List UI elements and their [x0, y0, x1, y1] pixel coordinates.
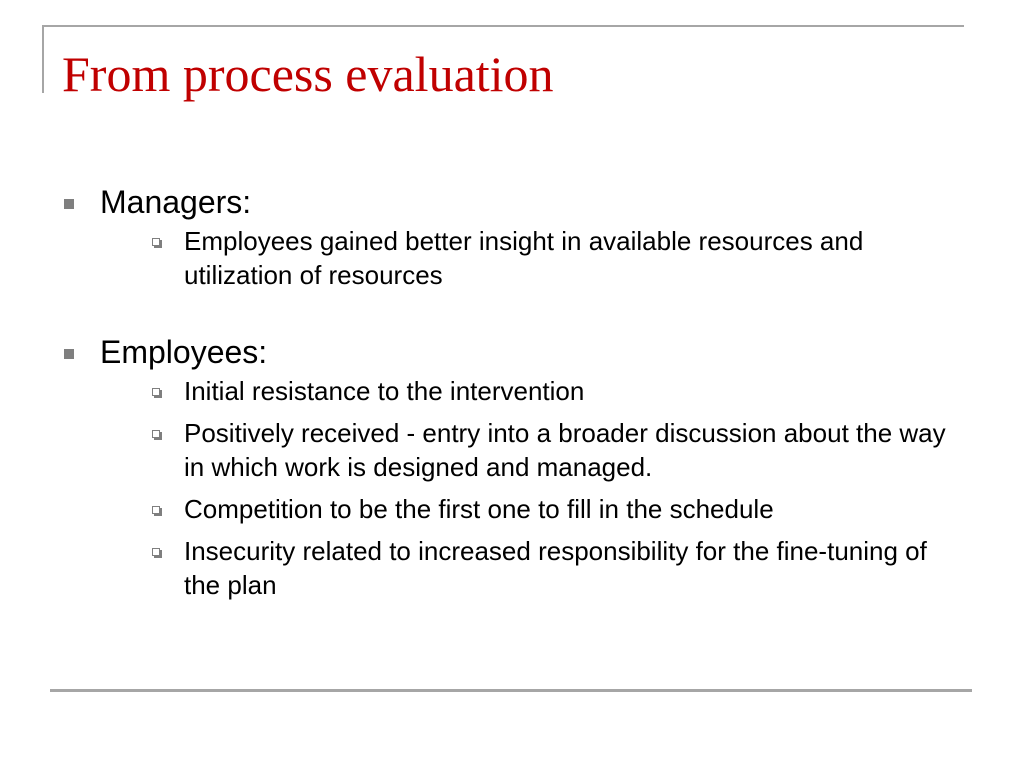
list-item [100, 534, 962, 602]
managers-sub-list [100, 224, 962, 292]
shadowed-square-bullet-icon [152, 388, 160, 396]
filled-square-bullet-icon [64, 199, 74, 209]
section-heading-managers: Managers: [100, 184, 252, 220]
slide-title: From process evaluation [62, 46, 554, 102]
frame-vertical-line [42, 25, 44, 93]
frame-bottom-line [50, 689, 972, 692]
list-item [100, 492, 962, 526]
slide-content [62, 180, 962, 602]
list-item-text: Competition to be the first one to fill in the schedule [184, 494, 774, 524]
shadowed-square-bullet-icon [152, 430, 160, 438]
list-item [100, 416, 962, 484]
bullet-managers [62, 180, 962, 292]
employees-sub-list [100, 374, 962, 602]
list-item-text: Positively received - entry into a broader discussion about the way in which work is designed and managed. [184, 418, 946, 482]
shadowed-square-bullet-icon [152, 238, 160, 246]
list-item [100, 374, 962, 408]
list-item-text: Insecurity related to increased responsibility for the fine-tuning of the plan [184, 536, 927, 600]
list-item-text: Employees gained better insight in available resources and utilization of resources [184, 226, 864, 290]
shadowed-square-bullet-icon [152, 506, 160, 514]
list-item-text: Initial resistance to the intervention [184, 376, 585, 406]
list-item [100, 224, 962, 292]
shadowed-square-bullet-icon [152, 548, 160, 556]
filled-square-bullet-icon [64, 349, 74, 359]
bullet-employees [62, 330, 962, 602]
frame-top-line [42, 25, 964, 27]
section-heading-employees: Employees: [100, 334, 268, 370]
